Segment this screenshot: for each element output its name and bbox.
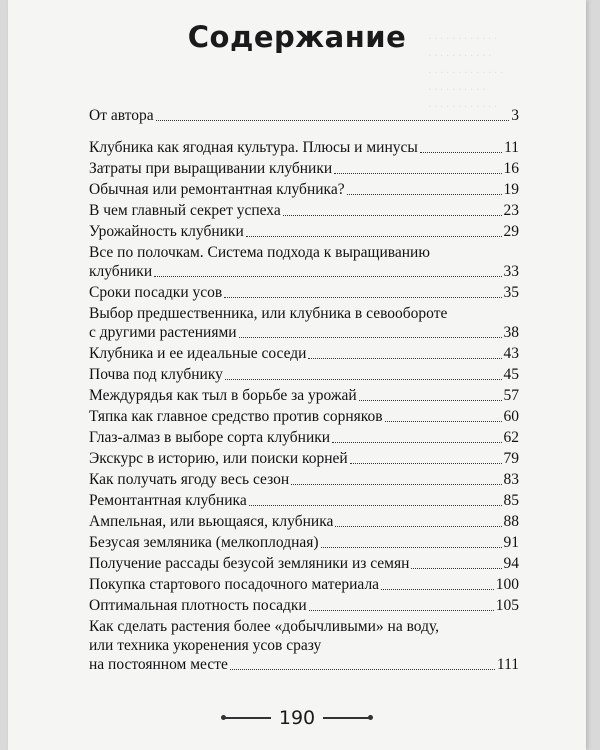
toc-entry-row — [89, 283, 519, 302]
toc-leader-dots — [283, 215, 502, 216]
toc-leader-dots — [154, 276, 501, 277]
toc-entry-title: Ремонтантная клубника — [89, 492, 247, 509]
toc-entry-title: клубники — [89, 263, 153, 280]
toc-entry-row — [89, 201, 519, 220]
toc-entry-row — [89, 323, 519, 342]
toc-entry-title-line: Выбор предшественника, или клубника в севообороте — [89, 305, 448, 322]
toc-entry[interactable] — [89, 243, 519, 281]
toc-page-number: 35 — [503, 284, 519, 301]
toc-entry[interactable] — [89, 159, 519, 178]
toc-entry-row — [89, 222, 519, 241]
toc-entry[interactable] — [89, 428, 519, 447]
toc-entry-title: Междурядья как тыл в борьбе за урожай — [89, 387, 357, 404]
toc-page-number: 3 — [511, 107, 519, 124]
toc-page-number: 33 — [503, 263, 519, 280]
toc-page-number: 88 — [503, 513, 519, 530]
toc-page-number: 45 — [503, 366, 519, 383]
toc-entry-title-line: или техника укоренения усов сразу — [89, 637, 322, 654]
toc-page-number: 85 — [503, 492, 519, 509]
toc-entry-row — [89, 428, 519, 447]
toc-entry-row — [89, 344, 519, 363]
toc-entry-title: Клубника как ягодная культура. Плюсы и минусы — [89, 139, 418, 156]
toc-entry-title: Урожайность клубники — [89, 223, 244, 240]
toc-page-number: 19 — [503, 181, 519, 198]
toc-page-number: 11 — [504, 139, 519, 156]
toc-entry[interactable] — [89, 554, 519, 573]
footer-rule-right — [323, 717, 371, 718]
toc-leader-dots — [224, 297, 501, 298]
toc-entry-row — [89, 554, 519, 573]
toc-leader-dots — [334, 173, 501, 174]
toc-entry-title: Тяпка как главное средство против сорняков — [89, 408, 383, 425]
toc-entry-title-line: Как сделать растения более «добычливыми» на воду, — [89, 618, 440, 635]
toc-entry-row — [89, 596, 519, 615]
toc-page-number: 16 — [503, 160, 519, 177]
page-number: 190 — [278, 707, 316, 729]
toc-entry-row — [89, 655, 519, 674]
toc-leader-dots — [239, 337, 502, 338]
toc-entry-row — [89, 159, 519, 178]
toc-entry-row — [89, 470, 519, 489]
toc-entry-row — [89, 138, 519, 157]
toc-entry-title: Как получать ягоду весь сезон — [89, 471, 290, 488]
toc-entry-row — [89, 365, 519, 384]
toc-leader-dots — [381, 589, 494, 590]
toc-entry-title-line: Все по полочкам. Система подхода к выращиванию — [89, 244, 430, 261]
toc-entry-title: Почва под клубнику — [89, 366, 223, 383]
toc-leader-dots — [246, 236, 502, 237]
toc-entry-title: Глаз-алмаз в выборе сорта клубники — [89, 429, 331, 446]
toc-entry-row — [89, 491, 519, 510]
toc-entry-title: Затраты при выращивании клубники — [89, 160, 333, 177]
page-footer — [8, 707, 586, 729]
toc-page-number: 91 — [503, 534, 519, 551]
toc-entry-title: От автора — [89, 107, 154, 124]
table-of-contents — [89, 106, 519, 674]
toc-leader-dots — [350, 463, 502, 464]
toc-entry[interactable] — [89, 491, 519, 510]
toc-entry[interactable] — [89, 222, 519, 241]
toc-entry-title: Безусая земляника (мелкоплодная) — [89, 534, 319, 551]
toc-entry[interactable] — [89, 365, 519, 384]
toc-leader-dots — [308, 358, 501, 359]
toc-entry[interactable] — [89, 596, 519, 615]
toc-entry[interactable] — [89, 386, 519, 405]
toc-entry-title: Обычная или ремонтантная клубника? — [89, 181, 345, 198]
toc-entry-row — [89, 407, 519, 426]
toc-entry-title: Покупка стартового посадочного материала — [89, 576, 380, 593]
toc-page-number: 105 — [495, 597, 519, 614]
toc-entry[interactable] — [89, 575, 519, 594]
bleed-through-text: · · · · · · · · · · · · · · · · · · · · · · · · · · · · · · · · · · · · · · · · · · · · · · · · · · · · · · · · · · — [428, 31, 503, 113]
toc-page-number: 111 — [496, 656, 519, 673]
toc-entry-row — [89, 575, 519, 594]
toc-entry[interactable] — [89, 180, 519, 199]
toc-page-number: 100 — [495, 576, 519, 593]
toc-entry-row — [89, 533, 519, 552]
toc-entry-title: с другими растениями — [89, 324, 237, 341]
toc-leader-dots — [335, 526, 501, 527]
toc-entry[interactable] — [89, 106, 519, 125]
toc-entry[interactable] — [89, 512, 519, 531]
book-page — [8, 0, 586, 750]
toc-leader-dots — [225, 379, 502, 380]
toc-leader-dots — [309, 610, 494, 611]
toc-page-number: 62 — [503, 429, 519, 446]
toc-entry[interactable] — [89, 304, 519, 342]
toc-entry-row — [89, 262, 519, 281]
toc-entry-row — [89, 180, 519, 199]
page-title: Содержание — [187, 20, 407, 54]
toc-page-number: 43 — [503, 345, 519, 362]
toc-entry-title: на постоянном месте — [89, 656, 228, 673]
toc-entry[interactable] — [89, 533, 519, 552]
toc-entry[interactable] — [89, 283, 519, 302]
toc-page-number: 60 — [503, 408, 519, 425]
toc-leader-dots — [359, 400, 502, 401]
toc-leader-dots — [411, 568, 501, 569]
toc-leader-dots — [332, 442, 501, 443]
toc-page-number: 23 — [503, 202, 519, 219]
toc-entry[interactable] — [89, 138, 519, 157]
toc-leader-dots — [249, 505, 502, 506]
toc-leader-dots — [347, 194, 502, 195]
toc-entry-title: Сроки посадки усов — [89, 284, 223, 301]
toc-entry-title: В чем главный секрет успеха — [89, 202, 281, 219]
toc-leader-dots — [291, 484, 501, 485]
toc-leader-dots — [156, 120, 510, 121]
toc-leader-dots — [230, 669, 495, 670]
toc-entry-title: Экскурс в историю, или поиски корней — [89, 450, 348, 467]
toc-entry-row — [89, 449, 519, 468]
toc-entry[interactable] — [89, 617, 519, 674]
toc-page-number: 29 — [503, 223, 519, 240]
toc-entry[interactable] — [89, 201, 519, 220]
toc-leader-dots — [321, 547, 502, 548]
toc-leader-dots — [385, 421, 502, 422]
toc-entry[interactable] — [89, 470, 519, 489]
toc-page-number: 83 — [503, 471, 519, 488]
toc-entry-title: Ампельная, или вьющаяся, клубника — [89, 513, 334, 530]
footer-rule-left — [223, 717, 271, 718]
toc-entry[interactable] — [89, 344, 519, 363]
toc-entry[interactable] — [89, 449, 519, 468]
toc-page-number: 94 — [503, 555, 519, 572]
toc-entry-row — [89, 512, 519, 531]
toc-entry-title: Оптимальная плотность посадки — [89, 597, 307, 614]
toc-page-number: 57 — [503, 387, 519, 404]
toc-entry-row — [89, 106, 519, 125]
toc-page-number: 38 — [503, 324, 519, 341]
toc-leader-dots — [420, 152, 502, 153]
toc-entry-row — [89, 386, 519, 405]
toc-page-number: 79 — [503, 450, 519, 467]
toc-entry-title: Получение рассады безусой земляники из семян — [89, 555, 410, 572]
toc-entry[interactable] — [89, 407, 519, 426]
toc-entry-title: Клубника и ее идеальные соседи — [89, 345, 307, 362]
